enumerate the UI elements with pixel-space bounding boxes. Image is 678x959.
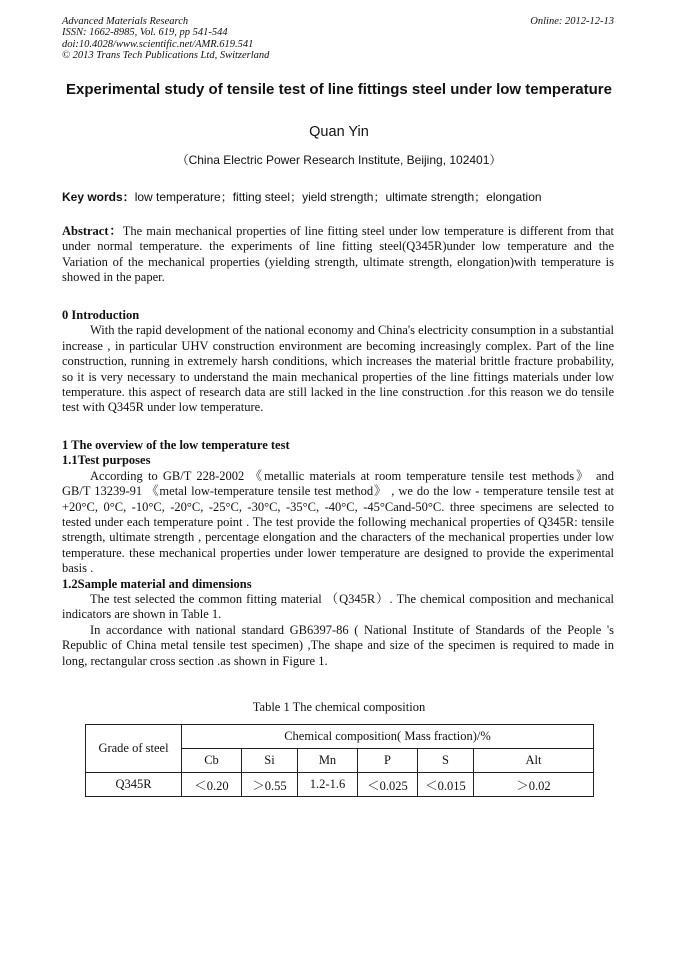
keywords	[62, 188, 622, 205]
section-1-heading: 1 The overview of the low temperature test	[62, 438, 290, 452]
abstract	[62, 224, 614, 286]
online-date: Online: 2012-12-13	[530, 16, 614, 27]
column-header: Si	[242, 749, 298, 773]
author-name: Quan Yin	[309, 124, 369, 140]
table-cell: ＜0.025	[358, 773, 418, 797]
column-header: P	[358, 749, 418, 773]
section-1-2-paragraph-1: The test selected the common fitting material （Q345R）. The chemical composition and mechanical indicators are shown in Table 1.	[62, 592, 614, 622]
column-header: Cb	[182, 749, 242, 773]
table-caption: Table 1 The chemical composition	[252, 700, 426, 714]
copyright-line: © 2013 Trans Tech Publications Ltd, Switzerland	[62, 50, 270, 62]
overview-section	[62, 438, 614, 669]
introduction-section	[62, 308, 614, 416]
journal-name: Advanced Materials Research	[62, 16, 189, 27]
intro-paragraph: With the rapid development of the national economy and China's electricity consumption in a substantial increase , in particular UHV construction environment are becoming increasingly complex. Part of the line construction, running in extremely harsh conditions, which increases the material brittle fracture probability, so it is very necessary to understand the main mechanical properties of the line fittings materials under low temperature. this aspect of research data are still lacked in the line construction .for this reason we do tensile test with Q345R under low temperature.	[62, 323, 614, 415]
column-header: Alt	[474, 749, 594, 773]
keywords-text: low temperature；fitting steel；yield strength；ultimate strength；elongation	[134, 190, 542, 204]
table-cell: ＜0.015	[418, 773, 474, 797]
column-header: S	[418, 749, 474, 773]
journal-header	[62, 16, 269, 62]
composition-group-header: Chemical composition( Mass fraction)/%	[182, 725, 594, 749]
doi-line: doi:10.4028/www.scientific.net/AMR.619.541	[62, 38, 254, 50]
abstract-label: Abstract：	[62, 224, 123, 238]
section-1-2-paragraph-2: In accordance with national standard GB6397-86 ( National Institute of Standards of the People 's Republic of China metal tensile test specimen) ,The shape and size of the specimen is required to made in long, rectangular cross section .as shown in Figure 1.	[62, 622, 614, 668]
paper-title: Experimental study of tensile test of line fittings steel under low temperature	[66, 81, 612, 98]
issn-line: ISSN: 1662-8985, Vol. 619, pp 541-544	[62, 27, 228, 39]
intro-heading: 0 Introduction	[62, 308, 140, 322]
table-cell: ＞0.55	[242, 773, 298, 797]
table-cell: ＞0.02	[474, 773, 594, 797]
table-row	[86, 773, 594, 797]
section-1-2-heading: 1.2Sample material and dimensions	[62, 576, 252, 591]
abstract-text: The main mechanical properties of line fitting steel under low temperature is different from that under normal temperature. the experiments of line fitting steel(Q345R)under low temperature and the Variation of the mechanical properties (yielding strength, ultimate strength, elongation)with temperature is showed in the paper.	[62, 224, 614, 285]
chemical-composition-table	[85, 724, 594, 797]
affiliation: （China Electric Power Research Institute, Beijing, 102401）	[176, 153, 502, 167]
table-cell: ＜0.20	[182, 773, 242, 797]
grade-cell: Q345R	[86, 773, 182, 797]
column-header: Mn	[298, 749, 358, 773]
grade-header: Grade of steel	[86, 725, 182, 773]
table-header-row	[86, 725, 594, 749]
section-1-1-heading: 1.1Test purposes	[62, 453, 151, 468]
keywords-label: Key words：	[62, 190, 135, 204]
table-cell: 1.2-1.6	[298, 773, 358, 797]
section-1-1-paragraph: According to GB/T 228-2002 《metallic materials at room temperature tensile test methods》 and GB/T 13239-91 《metal low-temperature tensile test method》 , we do the low - temperature tensile test at +20°C, 0°C, -10°C, -20°C, -25°C, -30°C, -35°C, -40°C, -45°Cand-50°C. three specimens are selected to tested under each temperature point . The test provide the following mechanical properties of Q345R: tensile strength, ultimate strength , percentage elongation and the characters of the mechanical properties under low temperature. these mechanical properties under lower temperature are designed to provide the experimental basis .	[62, 468, 614, 576]
